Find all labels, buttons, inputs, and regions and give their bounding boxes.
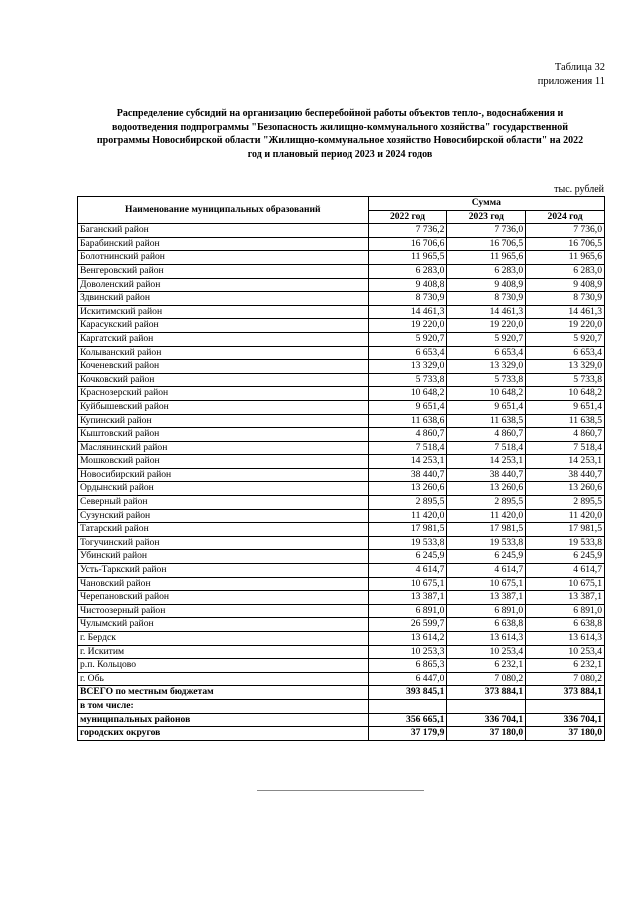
amount-cell: 13 614,3 [526, 632, 605, 646]
table-row [78, 509, 605, 523]
amount-cell: 11 965,6 [447, 251, 526, 265]
municipality-name: Усть-Таркский район [78, 564, 369, 578]
amount-cell: 7 080,2 [526, 672, 605, 686]
amount-cell: 14 461,3 [447, 305, 526, 319]
amount-cell: 10 675,1 [447, 577, 526, 591]
document-title: Распределение субсидий на организацию бесперебойной работы объектов тепло-, водоснабжения и водоотведения подпрограммы "Безопасность жилищно-коммунального хозяйства" государственной программы Новосибирской области "Жилищно-коммунальное хозяйство Новосибирской области" на 2022 год и плановый период 2023 и 2024 годов [96, 108, 584, 160]
amount-cell: 4 614,7 [526, 564, 605, 578]
amount-cell: 17 981,5 [526, 523, 605, 537]
municipality-name: г. Обь [78, 672, 369, 686]
municipality-name: Чистоозерный район [78, 604, 369, 618]
amount-cell: 8 730,9 [447, 292, 526, 306]
municipality-name: Карасукский район [78, 319, 369, 333]
amount-cell: 5 920,7 [526, 332, 605, 346]
amount-cell: 17 981,5 [368, 523, 447, 537]
municipality-name: Черепановский район [78, 591, 369, 605]
municipality-name: Татарский район [78, 523, 369, 537]
amount-cell: 11 420,0 [447, 509, 526, 523]
table-number: Таблица 32 [554, 62, 605, 73]
amount-cell: 11 638,5 [447, 414, 526, 428]
amount-cell: 6 865,3 [368, 659, 447, 673]
table-row [78, 360, 605, 374]
municipality-name: г. Бердск [78, 632, 369, 646]
amount-cell: 11 420,0 [368, 509, 447, 523]
amount-cell: 7 518,4 [526, 441, 605, 455]
municipality-name: Барабинский район [78, 237, 369, 251]
amount-cell: 37 180,0 [447, 727, 526, 741]
amount-cell: 5 733,8 [447, 373, 526, 387]
units-label: тыс. рублей [554, 184, 604, 195]
amount-cell: 6 447,0 [368, 672, 447, 686]
subsidy-table [77, 196, 605, 741]
amount-cell: 10 675,1 [368, 577, 447, 591]
column-header-year: 2023 год [447, 210, 526, 224]
table-row [78, 482, 605, 496]
amount-cell: 11 420,0 [526, 509, 605, 523]
amount-cell: 26 599,7 [368, 618, 447, 632]
total-row [78, 686, 605, 700]
amount-cell: 7 518,4 [368, 441, 447, 455]
table-row [78, 441, 605, 455]
amount-cell: 9 651,4 [526, 400, 605, 414]
municipality-name: Доволенский район [78, 278, 369, 292]
amount-cell: 14 461,3 [368, 305, 447, 319]
amount-cell: 6 891,0 [447, 604, 526, 618]
table-row [78, 455, 605, 469]
municipality-name: Ордынский район [78, 482, 369, 496]
table-row [78, 428, 605, 442]
amount-cell: 14 253,1 [526, 455, 605, 469]
municipality-name: муниципальных районов [78, 713, 369, 727]
amount-cell: 9 408,9 [526, 278, 605, 292]
amount-cell: 4 860,7 [526, 428, 605, 442]
amount-cell: 10 253,4 [447, 645, 526, 659]
municipality-name: Колыванский район [78, 346, 369, 360]
table-row [78, 523, 605, 537]
amount-cell: 10 675,1 [526, 577, 605, 591]
amount-cell: 13 329,0 [368, 360, 447, 374]
table-row [78, 292, 605, 306]
amount-cell: 9 408,8 [368, 278, 447, 292]
amount-cell: 373 884,1 [526, 686, 605, 700]
amount-cell: 6 283,0 [368, 264, 447, 278]
amount-cell: 10 648,2 [447, 387, 526, 401]
amount-cell: 6 283,0 [526, 264, 605, 278]
amount-cell: 7 518,4 [447, 441, 526, 455]
amount-cell: 14 461,3 [526, 305, 605, 319]
amount-cell: 37 179,9 [368, 727, 447, 741]
table-row [78, 577, 605, 591]
municipality-name: Сузунский район [78, 509, 369, 523]
municipality-name: Каргатский район [78, 332, 369, 346]
municipality-name: г. Искитим [78, 645, 369, 659]
amount-cell: 6 232,1 [447, 659, 526, 673]
total-row [78, 713, 605, 727]
amount-cell: 5 920,7 [447, 332, 526, 346]
municipality-name: Кыштовский район [78, 428, 369, 442]
amount-cell: 4 860,7 [368, 428, 447, 442]
municipality-name: Тогучинский район [78, 536, 369, 550]
amount-cell: 13 260,6 [447, 482, 526, 496]
table-row [78, 400, 605, 414]
table-row [78, 632, 605, 646]
table-row [78, 237, 605, 251]
amount-cell: 6 891,0 [368, 604, 447, 618]
amount-cell: 9 651,4 [368, 400, 447, 414]
municipality-name: Венгеровский район [78, 264, 369, 278]
amount-cell: 336 704,1 [447, 713, 526, 727]
table-row [78, 305, 605, 319]
amount-cell: 8 730,9 [368, 292, 447, 306]
amount-cell: 11 965,6 [526, 251, 605, 265]
amount-cell: 10 648,2 [368, 387, 447, 401]
municipality-name: Мошковский район [78, 455, 369, 469]
municipality-name: Коченевский район [78, 360, 369, 374]
amount-cell: 8 730,9 [526, 292, 605, 306]
municipality-name: Болотнинский район [78, 251, 369, 265]
amount-cell: 19 533,8 [447, 536, 526, 550]
amount-cell: 7 736,0 [526, 224, 605, 238]
amount-cell: 10 253,3 [368, 645, 447, 659]
table-row [78, 645, 605, 659]
municipality-name: Маслянинский район [78, 441, 369, 455]
table-row [78, 346, 605, 360]
column-header-year: 2022 год [368, 210, 447, 224]
municipality-name: Краснозерский район [78, 387, 369, 401]
table-row [78, 278, 605, 292]
amount-cell: 16 706,5 [447, 237, 526, 251]
amount-cell: 9 651,4 [447, 400, 526, 414]
total-row [78, 699, 605, 713]
amount-cell: 37 180,0 [526, 727, 605, 741]
amount-cell: 19 220,0 [526, 319, 605, 333]
amount-cell: 4 860,7 [447, 428, 526, 442]
municipality-name: Искитимский район [78, 305, 369, 319]
amount-cell: 11 638,6 [368, 414, 447, 428]
amount-cell: 13 329,0 [526, 360, 605, 374]
table-row [78, 373, 605, 387]
amount-cell: 11 638,5 [526, 414, 605, 428]
amount-cell: 13 387,1 [368, 591, 447, 605]
amount-cell: 5 733,8 [368, 373, 447, 387]
amount-cell: 13 329,0 [447, 360, 526, 374]
amount-cell: 5 733,8 [526, 373, 605, 387]
table-row [78, 264, 605, 278]
municipality-name: Купинский район [78, 414, 369, 428]
table-row [78, 387, 605, 401]
municipality-name: р.п. Кольцово [78, 659, 369, 673]
municipality-name: Куйбышевский район [78, 400, 369, 414]
amount-cell: 336 704,1 [526, 713, 605, 727]
municipality-name: ВСЕГО по местным бюджетам [78, 686, 369, 700]
municipality-name: Убинский район [78, 550, 369, 564]
amount-cell: 6 245,9 [526, 550, 605, 564]
amount-cell: 19 533,8 [368, 536, 447, 550]
table-row [78, 468, 605, 482]
amount-cell [447, 699, 526, 713]
appendix-label: приложения 11 [537, 76, 605, 87]
amount-cell: 7 080,2 [447, 672, 526, 686]
table-row [78, 550, 605, 564]
municipality-name: Баганский район [78, 224, 369, 238]
amount-cell: 6 653,4 [447, 346, 526, 360]
amount-cell: 19 533,8 [526, 536, 605, 550]
amount-cell: 10 648,2 [526, 387, 605, 401]
amount-cell: 6 283,0 [447, 264, 526, 278]
amount-cell: 19 220,0 [447, 319, 526, 333]
table-row [78, 618, 605, 632]
amount-cell: 6 638,8 [447, 618, 526, 632]
amount-cell: 14 253,1 [368, 455, 447, 469]
amount-cell [526, 699, 605, 713]
table-row [78, 496, 605, 510]
amount-cell: 356 665,1 [368, 713, 447, 727]
amount-cell: 13 614,2 [368, 632, 447, 646]
amount-cell: 17 981,5 [447, 523, 526, 537]
table-row [78, 536, 605, 550]
amount-cell: 2 895,5 [368, 496, 447, 510]
column-header-name: Наименование муниципальных образований [78, 197, 369, 224]
table-row [78, 332, 605, 346]
municipality-name: городских округов [78, 727, 369, 741]
municipality-name: Кочковский район [78, 373, 369, 387]
amount-cell: 11 965,5 [368, 251, 447, 265]
amount-cell: 13 387,1 [526, 591, 605, 605]
amount-cell: 13 387,1 [447, 591, 526, 605]
municipality-name: Северный район [78, 496, 369, 510]
amount-cell: 13 260,6 [368, 482, 447, 496]
municipality-name: в том числе: [78, 699, 369, 713]
table-row [78, 659, 605, 673]
municipality-name: Здвинский район [78, 292, 369, 306]
table-row [78, 672, 605, 686]
amount-cell: 6 245,9 [447, 550, 526, 564]
municipality-name: Чановский район [78, 577, 369, 591]
table-body [78, 224, 605, 741]
footer-divider [257, 790, 424, 791]
amount-cell: 38 440,7 [447, 468, 526, 482]
amount-cell: 13 614,3 [447, 632, 526, 646]
amount-cell: 2 895,5 [526, 496, 605, 510]
amount-cell: 16 706,6 [368, 237, 447, 251]
amount-cell: 4 614,7 [447, 564, 526, 578]
amount-cell: 6 653,4 [368, 346, 447, 360]
municipality-name: Новосибирский район [78, 468, 369, 482]
total-row [78, 727, 605, 741]
table-row [78, 604, 605, 618]
table-row [78, 564, 605, 578]
amount-cell: 13 260,6 [526, 482, 605, 496]
amount-cell: 6 232,1 [526, 659, 605, 673]
amount-cell: 16 706,5 [526, 237, 605, 251]
table-row [78, 319, 605, 333]
amount-cell: 4 614,7 [368, 564, 447, 578]
amount-cell: 6 245,9 [368, 550, 447, 564]
amount-cell: 14 253,1 [447, 455, 526, 469]
amount-cell: 10 253,4 [526, 645, 605, 659]
amount-cell [368, 699, 447, 713]
amount-cell: 6 891,0 [526, 604, 605, 618]
table-row [78, 414, 605, 428]
amount-cell: 38 440,7 [368, 468, 447, 482]
amount-cell: 373 884,1 [447, 686, 526, 700]
municipality-name: Чулымский район [78, 618, 369, 632]
amount-cell: 5 920,7 [368, 332, 447, 346]
amount-cell: 7 736,0 [447, 224, 526, 238]
amount-cell: 393 845,1 [368, 686, 447, 700]
column-header-year: 2024 год [526, 210, 605, 224]
table-row [78, 251, 605, 265]
column-header-sum: Сумма [368, 197, 604, 211]
amount-cell: 7 736,2 [368, 224, 447, 238]
amount-cell: 6 653,4 [526, 346, 605, 360]
table-row [78, 224, 605, 238]
amount-cell: 38 440,7 [526, 468, 605, 482]
amount-cell: 9 408,9 [447, 278, 526, 292]
amount-cell: 6 638,8 [526, 618, 605, 632]
amount-cell: 2 895,5 [447, 496, 526, 510]
amount-cell: 19 220,0 [368, 319, 447, 333]
table-row [78, 591, 605, 605]
